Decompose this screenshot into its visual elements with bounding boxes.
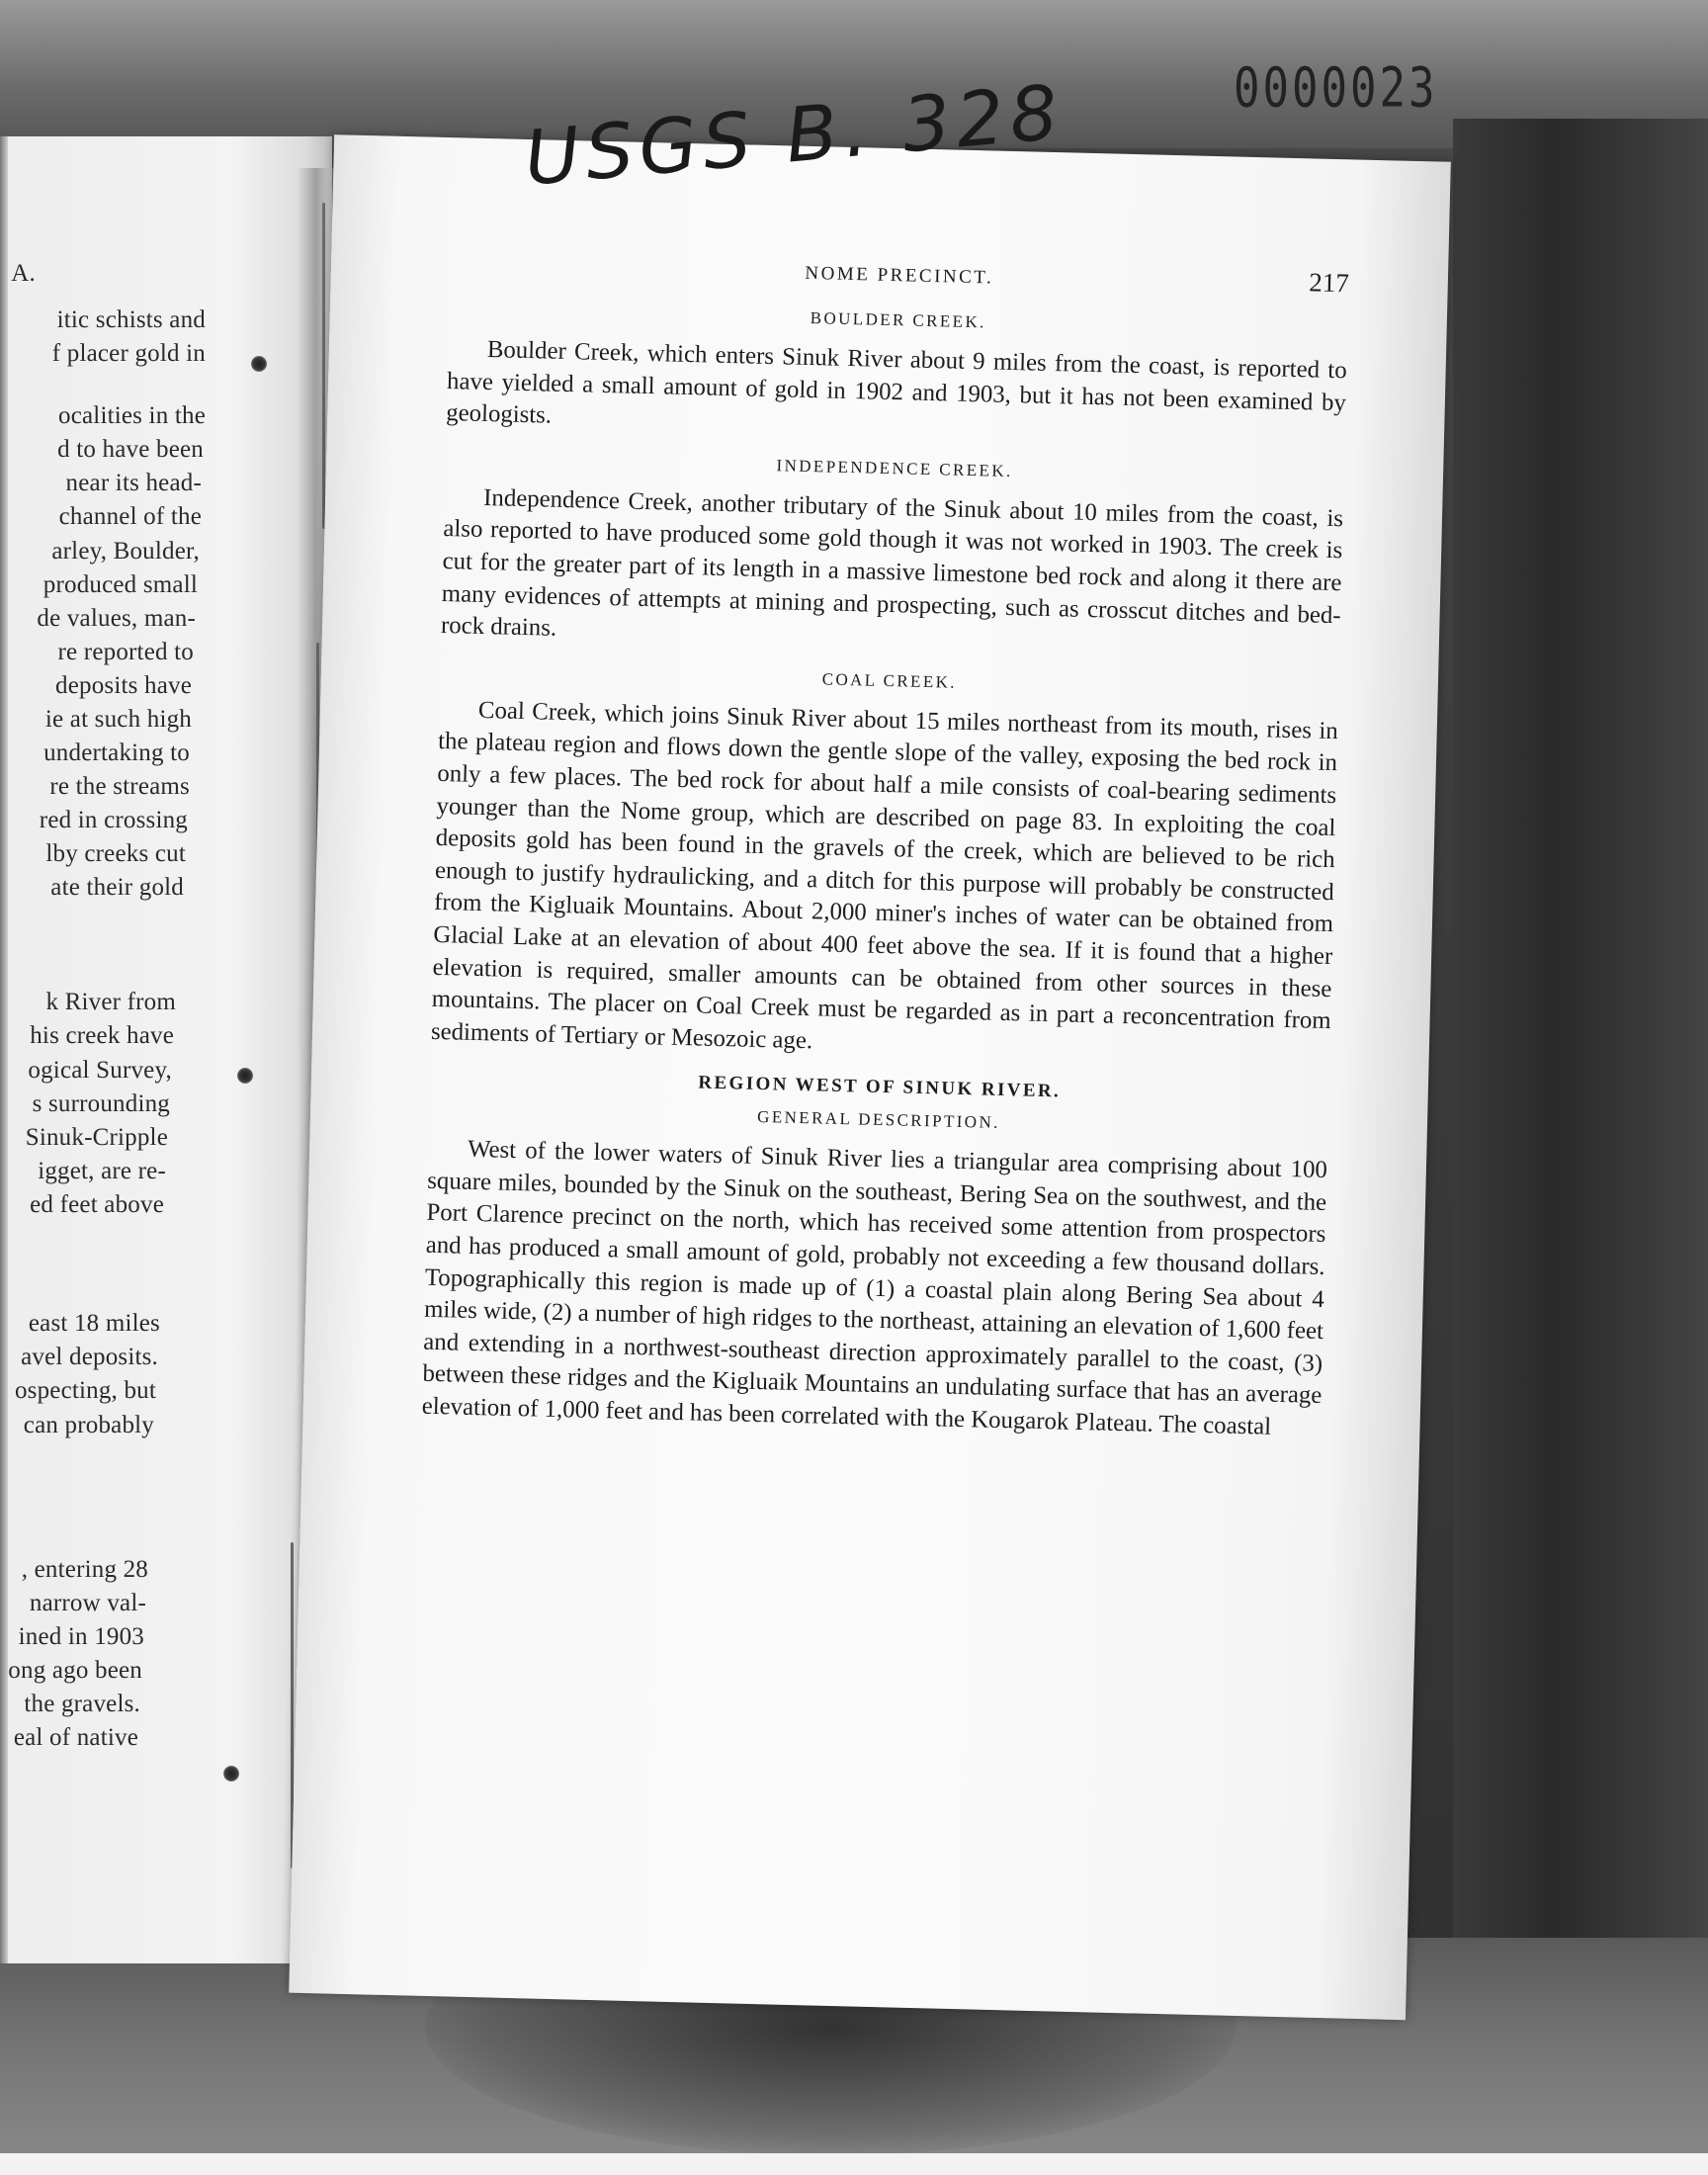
handwritten-annotation: USGS B. 328 [521,67,1068,203]
left-page-line: ate their gold [50,874,184,901]
section-paragraph: Boulder Creek, which enters Sinuk River about 9 miles from the coast, is reported to have yielded a small amount of gold in 1902 and 1903, but it has not been examined by geologists. [445,336,1347,429]
page-number: 217 [1308,267,1350,299]
section-paragraph: Independence Creek, another tributary of the Sinuk about 10 miles from the coast, is also reported to have produced some gold though it was not worked in 1903. The creek is cut for the greater part of its length in a massive limestone bed rock and along it there are many evidences of attempts at mining and prospecting, such as crosscut ditches and bed-rock drains. [440,483,1344,642]
left-page-line: d to have been [57,436,204,463]
stamp-number: 0000023 [1234,56,1438,121]
left-page-edge [0,136,8,1963]
left-page-line: undertaking to [43,740,190,766]
left-page-line: ie at such high [44,706,192,733]
subsection-heading: GENERAL DESCRIPTION. [756,1107,1001,1133]
left-page-line: itic schists and [56,306,206,333]
binding-hole [223,1766,239,1782]
left-page-line: red in crossing [39,807,188,833]
left-page-line: de values, man- [37,605,196,632]
scanner-backdrop-right [1453,119,1708,2046]
running-title: NOME PRECINCT. [805,262,994,289]
general-description-paragraph: West of the lower waters of Sinuk River lies a triangular area comprising about 100 square miles, bounded by the Sinuk on the southeast, Bering Sea on the southwest, and the Port Clarence precinct on the north, which has received some attention from prospectors and has produced a small amount of gold, probably not exceeding a few thousand dollars. Topographically this region is made up of (1) a coastal plain along Bering Sea about 4 miles wide, (2) a number of high ridges to the northeast, attaining an elevation of 1,600 feet and extending in a northwest-southeast direction approximately parallel to the coast, (3) between these ridges and the Kigluaik Mountains an undulating surface that has an average elevation of 1,000 feet and has been correlated with the Kougarok Plateau. The coastal [421,1136,1328,1440]
left-page-line: east 18 miles [28,1310,160,1337]
left-page-line: ogical Survey, [28,1057,172,1084]
left-page-line: , entering 28 [21,1556,148,1583]
left-page-line: ocalities in the [58,402,206,429]
left-page-line: eal of native [13,1724,138,1751]
left-page-line: ined in 1903 [18,1623,144,1650]
left-page-line: near its head- [65,470,202,496]
left-page-line: k River from [45,989,176,1015]
left-page-line: re reported to [57,639,194,665]
left-page-line: lby creeks cut [45,840,186,867]
page-text-block [421,246,1349,1462]
left-page-line: re the streams [49,773,190,800]
left-page-line: avel deposits. [21,1344,158,1370]
section-heading: COAL CREEK. [821,669,958,692]
left-page-line: ong ago been [8,1657,142,1684]
binding-thread [322,203,325,529]
running-header [449,246,1349,311]
section-paragraph: Coal Creek, which joins Sinuk River about 15 miles northeast from its mouth, rises in the plateau region and flows down the gentle slope of the valley, exposing the bed rock in only a few places. The bed rock for about half a mile consists of coal-bearing sediments younger than the Nome group, which are described on page 83. In exploiting the coal deposits gold has been found in the gravels of the creek, which are believed to be rich enough to justify hydraulicking, and a ditch for this purpose will probably be constructed from the Kigluaik Mountains. About 2,000 miner's inches of water can be obtained from Glacial Lake at an elevation of about 400 feet above the sea. If it is found that a higher elevation is required, smaller amounts can be obtained from other sources in these mountains. The placer on Coal Creek must be regarded as in part a reconcentration from sediments of Tertiary or Mesozoic age. [430,696,1339,1054]
section-heading: INDEPENDENCE CREEK. [776,456,1013,480]
region-heading: REGION WEST OF SINUK RIVER. [698,1072,1062,1102]
left-page-line: channel of the [58,503,202,530]
left-page-line: ospecting, but [14,1377,156,1404]
left-page-line: arley, Boulder, [51,538,200,565]
binding-hole [251,356,267,372]
left-page-line: produced small [43,571,198,598]
left-page-line: his creek have [30,1022,174,1049]
document-page [289,134,1451,2020]
left-page-line: s surrounding [32,1090,170,1117]
binding-hole [237,1068,253,1084]
left-page-line: the gravels. [24,1691,140,1717]
section-heading: BOULDER CREEK. [810,308,987,332]
left-page-line: can probably [23,1412,154,1438]
left-page-line: ed feet above [30,1191,164,1218]
left-facing-page [0,136,332,1963]
left-page-line: narrow val- [29,1590,146,1616]
left-page-line: f placer gold in [51,340,206,367]
scan-margin-bottom [0,2153,1708,2175]
left-page-line: A. [11,260,36,287]
left-page-line: deposits have [55,672,192,699]
left-page-line: igget, are re- [38,1158,166,1184]
left-page-line: Sinuk-Cripple [25,1124,168,1151]
